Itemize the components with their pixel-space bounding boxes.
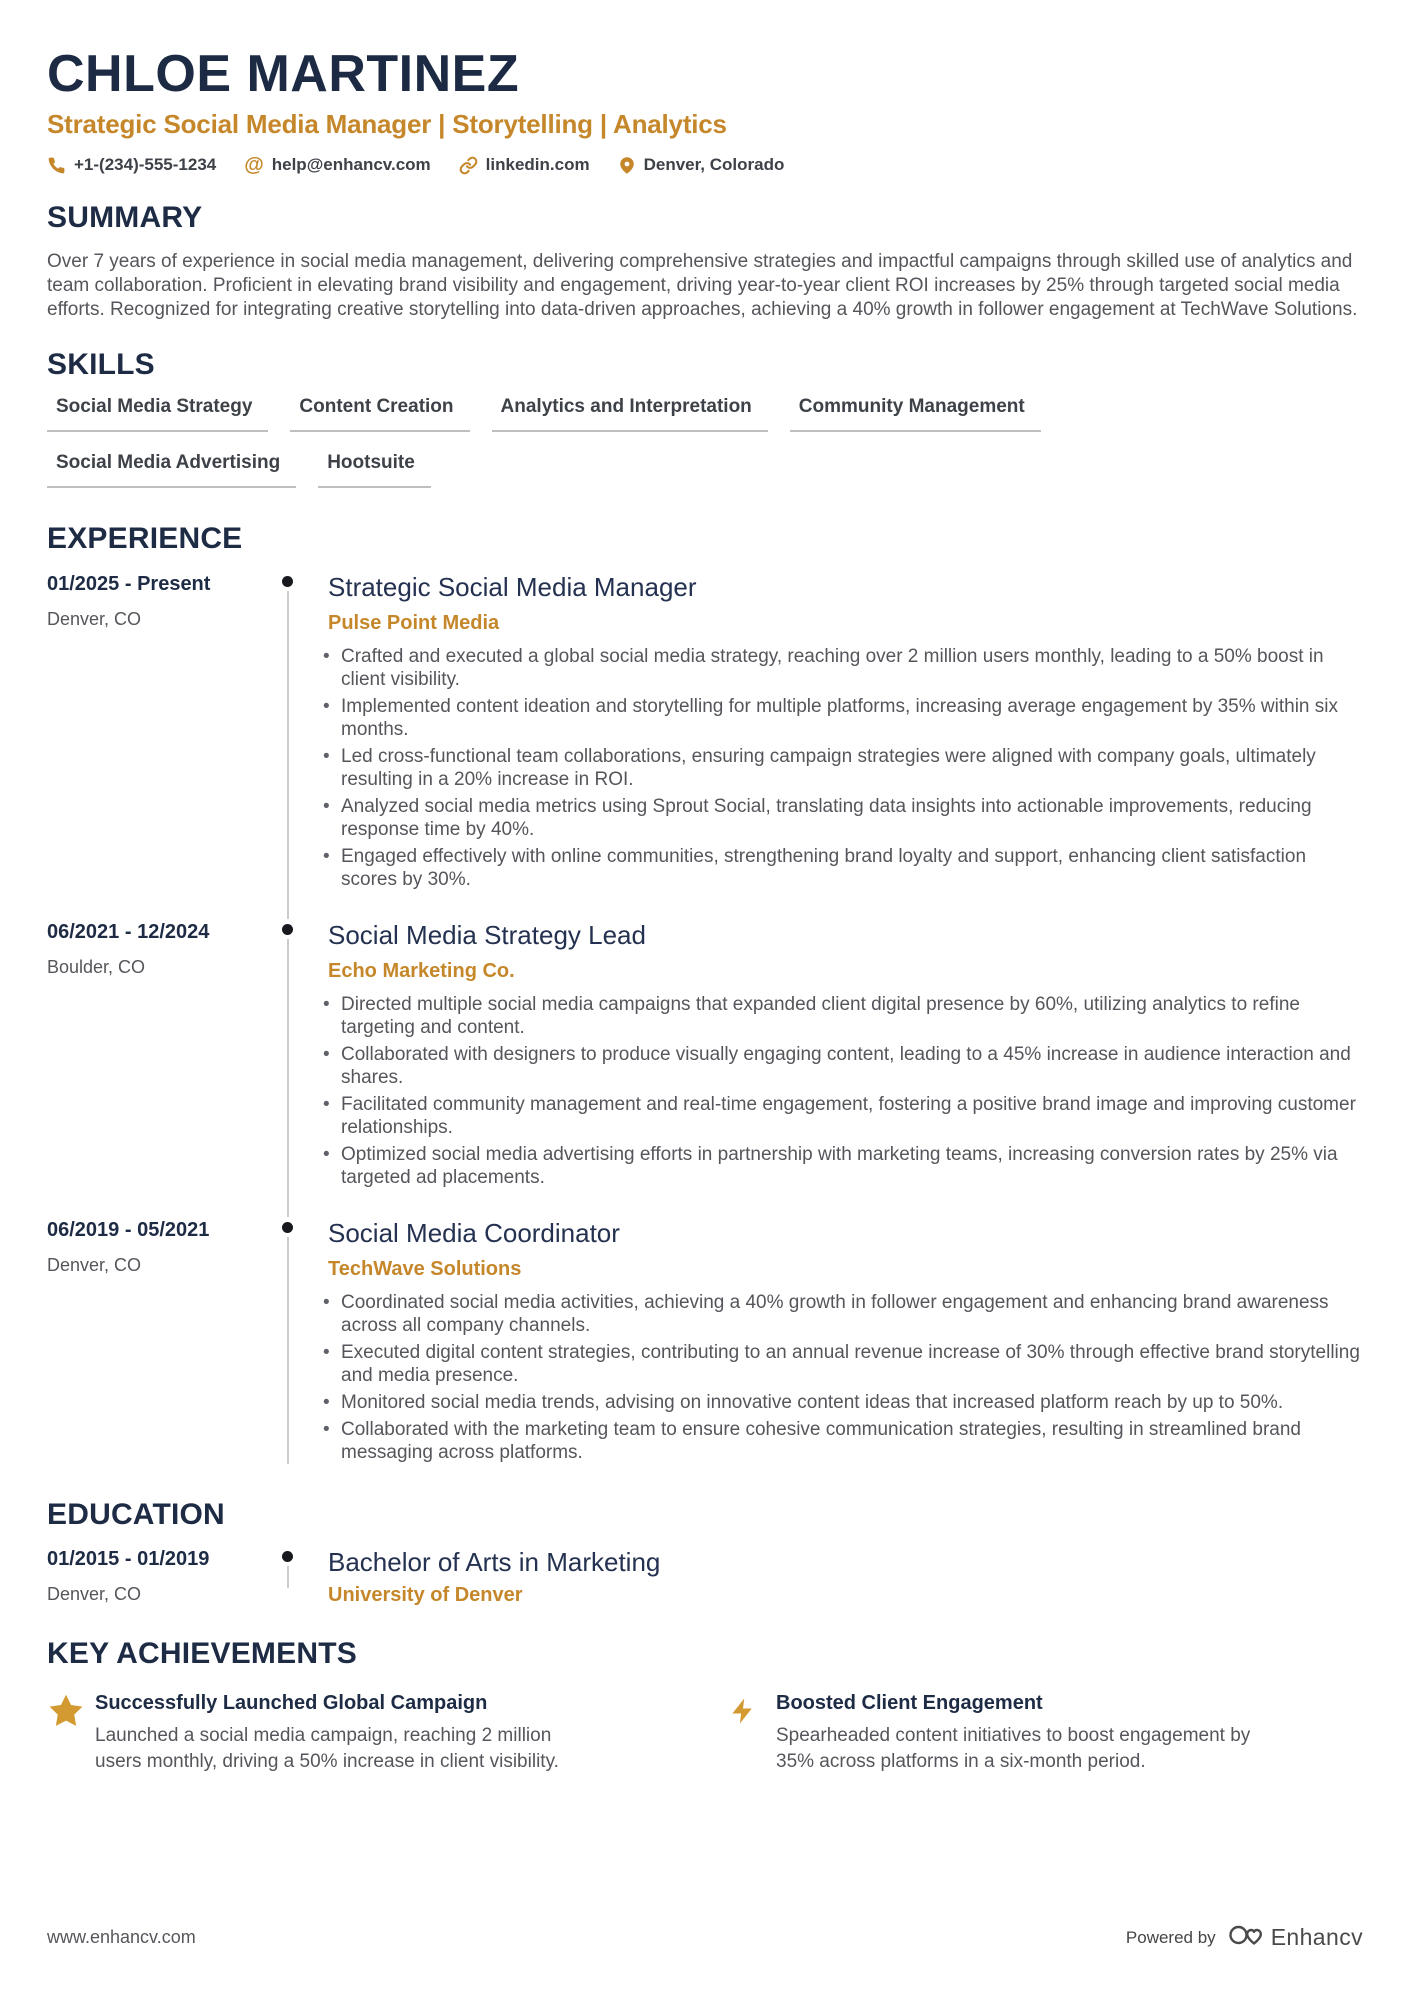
bullet: • Optimized social media advertising efforts in partnership with marketing teams, increasing conversion rates by 25% via targeted ad placements. bbox=[321, 1143, 1363, 1189]
achievement-text: Launched a social media campaign, reaching 2 million users monthly, driving a 50% increase in client visibility. bbox=[95, 1724, 559, 1772]
experience-heading: EXPERIENCE bbox=[47, 522, 243, 556]
candidate-headline: Strategic Social Media Manager | Storytelling | Analytics bbox=[47, 109, 727, 140]
entry-dates: 01/2015 - 01/2019 bbox=[47, 1548, 210, 1571]
entry-company: Echo Marketing Co. bbox=[328, 959, 515, 982]
brand-name: Enhancv bbox=[1270, 1924, 1363, 1950]
entry-dates: 01/2025 - Present bbox=[47, 572, 211, 595]
skill-row bbox=[47, 452, 1363, 488]
bullet: • Directed multiple social media campaigns that expanded client digital presence by 60%, utilizing analytics to refine targeting and content. bbox=[321, 993, 1363, 1039]
location-pin-icon bbox=[618, 156, 636, 175]
bullet: • Collaborated with the marketing team to ensure cohesive communication strategies, resulting in streamlined brand messaging across platforms. bbox=[321, 1418, 1363, 1464]
achievement-item bbox=[728, 1690, 1363, 1775]
skills-heading: SKILLS bbox=[47, 347, 155, 381]
timeline bbox=[260, 1546, 328, 1607]
bullet: • Collaborated with designers to produce visually engaging content, leading to a 45% increase in audience interaction and shares. bbox=[321, 1043, 1363, 1089]
bullet: • Crafted and executed a global social media strategy, reaching over 2 million users monthly, leading to a 50% boost in client visibility. bbox=[321, 645, 1363, 691]
entry-company: Pulse Point Media bbox=[328, 611, 500, 634]
footer-website: www.enhancv.com bbox=[47, 1927, 196, 1947]
contact-row bbox=[47, 155, 1363, 175]
education-section bbox=[47, 1498, 1363, 1608]
experience-section bbox=[47, 522, 1363, 1468]
powered-by-label: Powered by bbox=[1125, 1927, 1216, 1947]
entry-dates: 06/2019 - 05/2021 bbox=[47, 1218, 210, 1241]
achievement-title: Successfully Launched Global Campaign bbox=[95, 1691, 488, 1714]
education-heading: EDUCATION bbox=[47, 1497, 225, 1531]
lightning-icon bbox=[728, 1690, 776, 1775]
enhancv-logo-icon bbox=[1228, 1922, 1264, 1953]
contact-location-value: Denver, Colorado bbox=[643, 155, 785, 175]
bullet: • Coordinated social media activities, achieving a 40% growth in follower engagement and enhancing brand awareness across all company channels. bbox=[321, 1291, 1363, 1337]
skill-item: Content Creation bbox=[290, 396, 469, 432]
entry-bullets bbox=[321, 1291, 1363, 1464]
skill-item: Analytics and Interpretation bbox=[492, 396, 768, 432]
at-icon: @ bbox=[244, 154, 264, 177]
achievement-item bbox=[47, 1690, 682, 1775]
degree: Bachelor of Arts in Marketing bbox=[328, 1547, 661, 1578]
experience-entry bbox=[47, 571, 1363, 895]
timeline-dot-icon bbox=[282, 1222, 293, 1233]
contact-phone[interactable] bbox=[47, 155, 216, 175]
experience-entry bbox=[47, 1217, 1363, 1468]
skill-item: Hootsuite bbox=[318, 452, 431, 488]
bullet: • Executed digital content strategies, contributing to an annual revenue increase of 30% through effective brand storytelling and media presence. bbox=[321, 1341, 1363, 1387]
achievement-title: Boosted Client Engagement bbox=[776, 1691, 1043, 1714]
timeline bbox=[260, 571, 328, 895]
entry-dates: 06/2021 - 12/2024 bbox=[47, 920, 210, 943]
timeline-dot-icon bbox=[282, 576, 293, 587]
contact-link-value: linkedin.com bbox=[485, 155, 590, 175]
entry-company: TechWave Solutions bbox=[328, 1257, 522, 1280]
contact-email[interactable] bbox=[244, 155, 430, 175]
skill-item: Community Management bbox=[790, 396, 1041, 432]
achievements-section bbox=[47, 1637, 1363, 1775]
achievement-text: Spearheaded content initiatives to boost engagement by 35% across platforms in a six-month period. bbox=[776, 1724, 1251, 1772]
timeline bbox=[260, 919, 328, 1193]
bullet: • Analyzed social media metrics using Sprout Social, translating data insights into actionable improvements, reducing response time by 40%. bbox=[321, 795, 1363, 841]
entry-location: Boulder, CO bbox=[47, 956, 146, 977]
candidate-name: CHLOE MARTINEZ bbox=[47, 45, 520, 103]
experience-entry bbox=[47, 919, 1363, 1193]
timeline-line bbox=[287, 1566, 289, 1588]
entry-bullets bbox=[321, 645, 1363, 891]
bullet: • Facilitated community management and real-time engagement, fostering a positive brand image and improving customer relationships. bbox=[321, 1093, 1363, 1139]
bullet: • Monitored social media trends, advising on innovative content ideas that increased platform reach by up to 50%. bbox=[321, 1391, 1363, 1414]
entry-role: Social Media Coordinator bbox=[328, 1217, 620, 1248]
timeline bbox=[260, 1217, 328, 1468]
link-icon bbox=[459, 156, 478, 175]
skill-item: Social Media Advertising bbox=[47, 452, 296, 488]
bullet: • Engaged effectively with online communities, strengthening brand loyalty and support, enhancing client satisfaction scores by 30%. bbox=[321, 845, 1363, 891]
education-entry bbox=[47, 1546, 1363, 1607]
school: University of Denver bbox=[328, 1584, 523, 1607]
contact-email-value: help@enhancv.com bbox=[271, 155, 431, 175]
timeline-dot-icon bbox=[282, 1551, 293, 1562]
star-icon bbox=[47, 1690, 95, 1775]
bullet: • Implemented content ideation and storytelling for multiple platforms, increasing average engagement by 35% within six months. bbox=[321, 695, 1363, 741]
skill-item: Social Media Strategy bbox=[47, 396, 268, 432]
skills-section bbox=[47, 348, 1363, 489]
contact-location bbox=[618, 155, 785, 175]
summary-heading: SUMMARY bbox=[47, 201, 203, 235]
contact-phone-value: +1-(234)-555-1234 bbox=[74, 155, 217, 175]
achievements-heading: KEY ACHIEVEMENTS bbox=[47, 1637, 357, 1671]
resume-header bbox=[47, 46, 1363, 175]
timeline-line bbox=[287, 591, 289, 919]
powered-by bbox=[1126, 1922, 1363, 1953]
summary-section bbox=[47, 201, 1363, 322]
timeline-line bbox=[287, 1237, 289, 1464]
bullet: • Led cross-functional team collaborations, ensuring campaign strategies were aligned with company goals, ultimately resulting in a 20% increase in ROI. bbox=[321, 745, 1363, 791]
timeline-dot-icon bbox=[282, 924, 293, 935]
entry-bullets bbox=[321, 993, 1363, 1189]
timeline-line bbox=[287, 939, 289, 1217]
entry-role: Social Media Strategy Lead bbox=[328, 919, 646, 950]
skill-row bbox=[47, 396, 1363, 432]
page-footer bbox=[47, 1922, 1363, 1953]
summary-text: Over 7 years of experience in social media management, delivering comprehensive strategies and impactful campaigns through skilled use of analytics and team collaboration. Proficient in elevating brand visibility and engagement, driving year-to-year client ROI increases by 25% through targeted social media efforts. Recognized for integrating creative storytelling into data-driven approaches, achieving a 40% growth in follower engagement at TechWave Solutions. bbox=[47, 250, 1358, 320]
entry-location: Denver, CO bbox=[47, 608, 142, 629]
entry-location: Denver, CO bbox=[47, 1584, 142, 1605]
phone-icon bbox=[47, 156, 66, 175]
entry-location: Denver, CO bbox=[47, 1254, 142, 1275]
contact-link[interactable] bbox=[459, 155, 590, 175]
entry-role: Strategic Social Media Manager bbox=[328, 571, 697, 602]
